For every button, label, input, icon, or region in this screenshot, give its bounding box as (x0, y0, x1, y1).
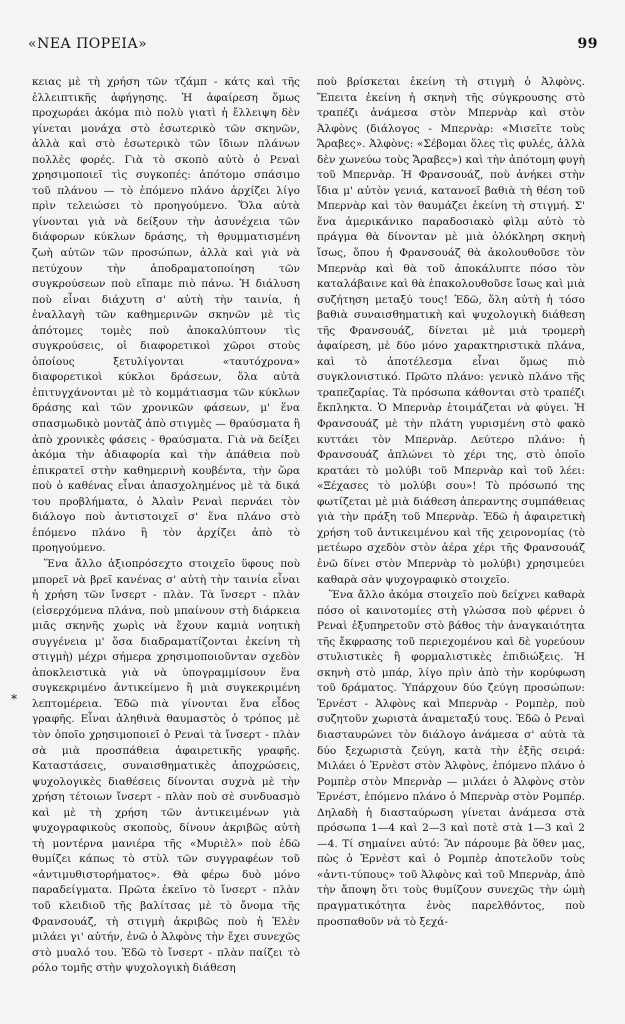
paragraph: Ἕνα ἄλλο ἀκόμα στοιχεῖο ποὺ δείχνει καθαρὰ πόσο οἱ καινοτομίες στὴ γλώσσα ποὺ φέρνει ὁ Ρεναὶ ἐξυπηρετοῦν στὸ βάθος τὴν ἀναγκαιότητα τῆς ἔκφρασης τοῦ περιεχομένου καὶ δὲ γυρεύουν στυλιστικὲς ἢ φορμαλιστικὲς ἐπιδιώξεις. Ἡ σκηνὴ στὸ μπάρ, λίγο πρὶν ἀπὸ τὴν κορύφωση τοῦ δράματος. Ὑπάρχουν δύο ζεύγη προσώπων: Ἐρνέστ - Ἀλφὸνς καὶ Μπερνὰρ - Ρομπὲρ, ποὺ συζητοῦν χωριστὰ ἀναμεταξύ τους. Ἐδῶ ὁ Ρεναὶ διασταυρώνει τὸν διάλογο ἀνάμεσα σ' αὐτὰ τὰ δύο ξεχωριστὰ ζεύγη, κατὰ τὴν ἑξῆς σειρά: Μιλάει ὁ Ἐρνὲστ στὸν Ἀλφὸνς, ἑπόμενο πλάνο ὁ Ρομπὲρ στὸν Μπερνὰρ — μιλάει ὁ Ἀλφὸνς στὸν Ἐρνέστ, ἑπόμενο πλάνο ὁ Μπερνὰρ στὸν Ρομπέρ. Δηλαδὴ ἡ διασταύρωση γίνεται ἀνάμεσα στὰ πρόσωπα 1—4 καὶ 2—3 καὶ ποτὲ στὰ 1—3 καὶ 2—4. Τί σημαίνει αὐτό: Ἂν πάρουμε βὰ ὅθεν μας, πὼς ὁ Ἐρνὲστ καὶ ὁ Ρομπὲρ ἀποτελοῦν τοὺς «ἀντι-τύπους» τοῦ Ἀλφὸνς καὶ τοῦ Μπερνὰρ, ἀπὸ τὴν ἄποψη ὅτι τοὺς θυμίζουν συνεχῶς τὴν ὠμὴ πραγματικότητα ἑνὸς παρελθόντος, ποὺ προσπαθοῦν νὰ τὸ ξεχά- (317, 589, 585, 928)
page-number: 99 (577, 36, 598, 52)
running-head (28, 36, 598, 54)
journal-title: «ΝΕΑ ΠΟΡΕΙΑ» (28, 36, 148, 52)
paragraph: κειας μὲ τὴ χρήση τῶν τζάμπ - κάτς καὶ τῆς ἐλλειπτικῆς ἀφήγησης. Ἡ ἀφαίρεση ὅμως προχωράει ἀκόμα πιὸ πολὺ γιατὶ ἡ ἔλλειψη δὲν γίνεται μονάχα στὸ ἐσωτερικὸ τῶν σκηνῶν, ἀλλὰ καὶ στὸ ἐσωτερικὸ τῶν ἴδιων πλάνων πολλὲς φορές. Γιὰ τὸ σκοπὸ αὐτὸ ὁ Ρεναὶ χρησιμοποιεῖ τὶς συγκοπές: ἀπότομο σπάσιμο τοῦ πλάνου — τὸ ἑπόμενο πλάνο ἀρχίζει λίγο πρὶν τελειώσει τὸ προηγούμενο. Ὅλα αὐτὰ γίνονται γιὰ νὰ δείξουν τὴν ἀσυνέχεια τῶν διάφορων κύκλων δράσης, τὴ θρυμματισμένη ζωὴ αὐτῶν τῶν προσώπων, ἀλλὰ καὶ γιὰ νὰ πετύχουν τὴν ἀποδραματοποίηση τῶν συγκρούσεων ποὺ εἴπαμε πιὸ πάνω. Ἡ διάλυση ποὺ εἶναι διάχυτη σ' αὐτὴ τὴν ταινία, ἡ ἐναλλαγὴ τῶν καθημερινῶν σκηνῶν μὲ τὶς ἀπότομες τομὲς ποὺ ἀποκαλύπτουν τὶς συγκρούσεις, οἱ διαφορετικοὶ χῶροι στοὺς ὁποίους ξετυλίγονται «ταυτόχρονα» διαφορετικοὶ κύκλοι δράσεων, ὅλα αὐτὰ ἐπιτυγχάνονται μὲ τὸ κομμάτιασμα τῶν κύκλων δράσης καὶ τῶν χρονικῶν φάσεων, μ' ἕνα σπασμωδικὸ μοντὰζ ἀπὸ στιγμὲς — θραύσματα ἢ ἀπὸ χρονικὲς φάσεις - θραύσματα. Γιὰ νὰ δείξει ἀκόμα τὴν ἀδιαφορία καὶ τὴν ἀπάθεια ποὺ ἐπικρατεῖ στὴν καθημερινὴ κουβέντα, τὴν ὥρα ποὺ ὁ καθένας εἶναι ἀπασχολημένος μὲ τὰ δικά του προβλήματα, ὁ Ἀλαὶν Ρεναὶ περνάει τὸν διάλογο ποὺ ἀντιστοιχεῖ σ' ἕνα πλάνο στὸ ἑπόμενο πλάνο ἢ τὸν ἀρχίζει ἀπὸ τὸ προηγούμενο. (32, 76, 300, 555)
right-column (317, 75, 585, 1010)
margin-asterisk: * (11, 692, 17, 706)
left-column (32, 75, 300, 1010)
paragraph: ποὺ βρίσκεται ἐκείνη τὴ στιγμὴ ὁ Ἀλφὸνς. Ἔπειτα ἐκείνη ἡ σκηνὴ τῆς σύγκρουσης στὸ τραπέζι ἀνάμεσα στὸν Μπερνὰρ καὶ στὸν Ἀλφὸνς (διάλογος - Μπερνὰρ: «Μισεῖτε τοὺς Ἄραβες». Ἀλφὸνς: «Σέβομαι ὅλες τὶς φυλές, ἀλλὰ δὲν χωνεύω τοὺς Ἄραβες») καὶ τὴν ἀπότομη φυγὴ τοῦ Μπερνὰρ. Ἡ Φρανσουάζ, ποὺ ἀνήκει στὴν ἴδια μ' αὐτὸν γενιά, κατανοεῖ βαθιὰ τὴ θέση τοῦ Μπερνὰρ καὶ τὸν θαυμάζει ἐκείνη τὴ στιγμή. Σ' ἕνα ἀμερικάνικο παραδοσιακὸ φὶλμ αὐτὸ τὸ πράγμα θὰ δίνονταν μὲ μιὰ ὁλόκληρη σκηνὴ ἴσως, ὅπου ἡ Φρανσουάζ θὰ ἀκολουθοῦσε τὸν Μπερνὰρ καὶ θὰ τοῦ ἀποκάλυπτε πόσο τὸν καταλάβαινε καὶ θὰ ἐπακολουθοῦσε ἴσως καὶ μιὰ συζήτηση μεταξύ τους! Ἐδῶ, ὅλη αὐτὴ ἡ τόσο βαθιὰ συναισθηματικὴ καὶ ψυχολογικὴ διάθεση τῆς Φρανσουάζ, δίνεται μὲ μιὰ τρομερὴ ἀφαίρεση, μὲ δύο μόνο χαρακτηριστικὰ πλάνα, καὶ τὸ ἀποτέλεσμα εἶναι ὅμως πιὸ συγκλονιστικό. Πρῶτο πλάνο: γενικὸ πλάνο τῆς τραπεζαρίας. Τὰ πρόσωπα κάθονται στὸ τραπέζι ἔκπληκτα. Ὁ Μπερνὰρ ἑτοιμάζεται νὰ φύγει. Ἡ Φρανσουάζ μὲ τὴν πλάτη γυρισμένη στὸ φακὸ κυττάει τὸν Μπερνὰρ. Δεύτερο πλάνο: ἡ Φρανσουάζ ἁπλώνει τὸ χέρι της, στὸ ὁποῖο κρατάει τὸ μολύβι τοῦ Μπερνὰρ καὶ τοῦ λέει: «Ξέχασες τὸ μολύβι σου»! Τὸ πρόσωπό της φωτίζεται μὲ μιὰ διάθεση ἀπεραντης συμπάθειας γιὰ τὴν πράξη τοῦ Μπερνὰρ. Ἐδῶ ἡ ἀφαιρετικὴ χρήση τοῦ ἀντικειμένου καὶ τῆς χειρονομίας (τὸ μετέωρο σχεδὸν στὸν ἀέρα χέρι τῆς Φρανσουάζ ἐνῶ δίνει στὸν Μπερνὰρ τὸ μολύβι) χρησιμεύει καθαρὰ σὰν ψυχογραφικὸ στοιχεῖο. (317, 76, 585, 586)
paragraph: Ἕνα ἄλλο ἀξιοπρόσεχτο στοιχεῖο ὕφους ποὺ μπορεῖ νὰ βρεῖ κανένας σ' αὐτὴ τὴν ταινία εἶναι ἡ χρήση τῶν ἴνσερτ - πλὰν. Τὰ ἴνσερτ - πλὰν (εἰσερχόμενα πλάνα, ποὺ μπαίνουν στὴ διάρκεια μιᾶς σκηνῆς χωρὶς νὰ ἔχουν καμιὰ νοητικὴ συγγένεια μ' ὅσα διαδραματίζονται ἐκείνη τὴ στιγμὴ) μέχρι σήμερα χρησιμοποιοῦνταν σχεδὸν ἀποκλειστικὰ γιὰ νὰ ὑπογραμμίσουν ἕνα συγκεκριμένο ἀντικείμενο ἢ μιὰ συγκεκριμένη λεπτομέρεια. Ἐδῶ πιὰ γίνονται ἕνα εἶδος γραφῆς. Εἶναι ἀληθινὰ θαυμαστὸς ὁ τρόπος μὲ τὸν ὁποῖο χρησιμοποιεῖ ὁ Ρεναὶ τὰ ἴνσερτ - πλὰν σὰ μιὰ προσπάθεια ἀφαιρετικῆς γραφῆς. Καταστάσεις, συναισθηματικὲς ἀποχρώσεις, ψυχολογικὲς διαθέσεις δίνονται συχνὰ μὲ τὴν χρήση τέτοιων ἴνσερτ - πλὰν ποὺ σὲ συνδυασμὸ καὶ μὲ τὴ χρήση τῶν ἀντικειμένων γιὰ ψυχογραφικοὺς σκοποὺς, δίνουν ἀκριβῶς αὐτὴ τὴ μοντέρνα μανιέρα τῆς «Μυριὲλ» ποὺ ἐδῶ θυμίζει κάπως τὸ στὺλ τῶν συγγραφέων τοῦ «ἀντιμυθιστορήματος». Θὰ φέρω δυὸ μόνο παραδείγματα. Πρῶτα ἐκεῖνο τὸ ἴνσερτ - πλὰν τοῦ κλειδιοῦ τῆς βαλίτσας μὲ τὸ ὄνομα τῆς Φρανσουάζ, τὴ στιγμὴ ἀκριβῶς ποὺ ἡ Ἑλὲν μιλάει γι' αὐτήν, ἐνῶ ὁ Ἀλφὸνς τὴν ἔχει συνεχῶς στὸ μυαλό του. Ἐδῶ τὸ ἴνσερτ - πλὰν παίζει τὸ ρόλο τομῆς στὴν ψυχολογικὴ διάθεση (32, 557, 300, 975)
